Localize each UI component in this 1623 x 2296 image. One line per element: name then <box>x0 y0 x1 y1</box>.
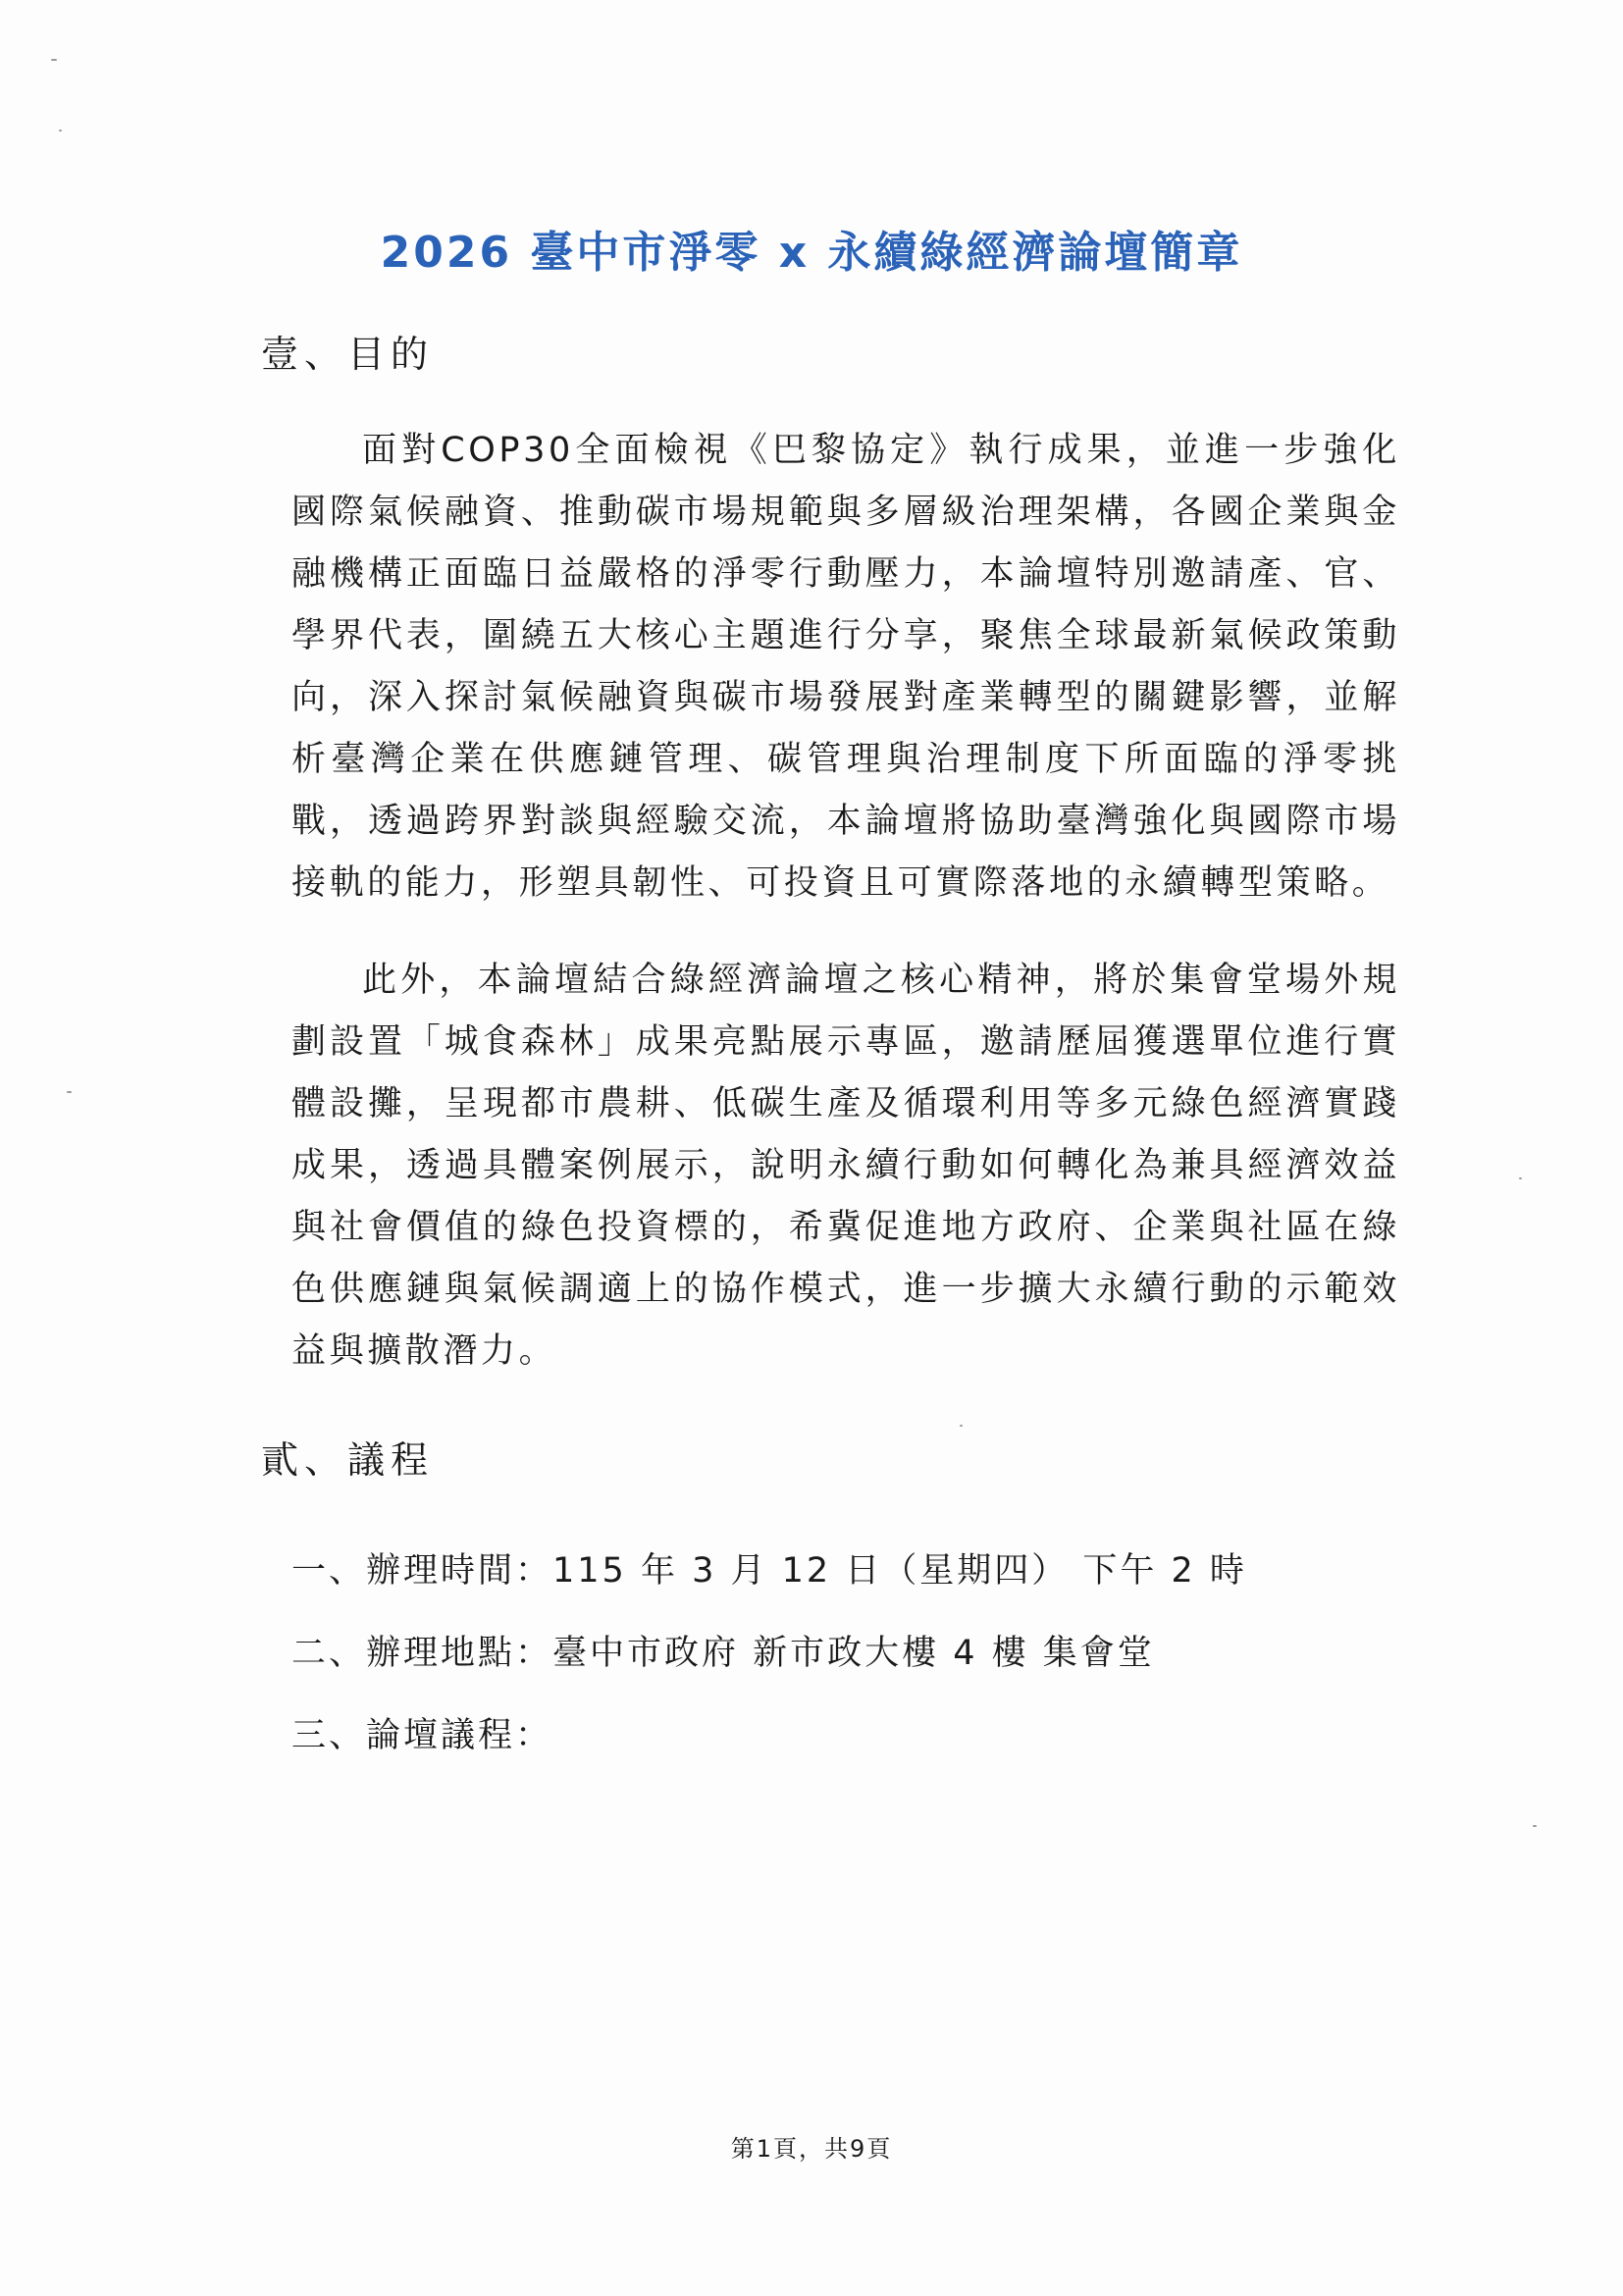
purpose-paragraph-1: 面對COP30全面檢視《巴黎協定》執行成果，並進一步強化國際氣候融資、推動碳市場規範與多層級治理架構，各國企業與金融機構正面臨日益嚴格的淨零行動壓力，本論壇特別邀請產、官、學界代表，圍繞五大核心主題進行分享，聚焦全球最新氣候政策動向，深入探討氣候融資與碳市場發展對產業轉型的關鍵影響，並解析臺灣企業在供應鏈管理、碳管理與治理制度下所面臨的淨零挑戰，透過跨界對談與經驗交流，本論壇將協助臺灣強化與國際市場接軌的能力，形塑具韌性、可投資且可實際落地的永續轉型策略。 <box>291 431 1400 903</box>
section-heading-agenda: 貳、議程 <box>261 1438 435 1482</box>
scan-speck <box>960 1425 963 1427</box>
scan-speck <box>51 59 57 61</box>
agenda-item-label: 三、論壇議程： <box>291 1716 553 1755</box>
page-number-footer: 第1頁，共9頁 <box>730 2135 893 2163</box>
agenda-item-time <box>291 1546 1247 1595</box>
section-heading-purpose: 壹、目的 <box>261 333 435 376</box>
scan-speck <box>59 130 62 131</box>
agenda-item-location <box>291 1629 1155 1678</box>
agenda-item-program <box>291 1711 552 1760</box>
scan-speck <box>1519 1177 1522 1179</box>
agenda-item-value: 115 年 3 月 12 日（星期四） 下午 2 時 <box>552 1551 1247 1591</box>
document-title: 2026 臺中市淨零 x 永續綠經濟論壇簡章 <box>380 228 1243 278</box>
purpose-paragraph-2: 此外，本論壇結合綠經濟論壇之核心精神，將於集會堂場外規劃設置「城食森林」成果亮點展示專區，邀請歷屆獲選單位進行實體設攤，呈現都市農耕、低碳生產及循環利用等多元綠色經濟實踐成果，透過具體案例展示，說明永續行動如何轉化為兼具經濟效益與社會價值的綠色投資標的，希冀促進地方政府、企業與社區在綠色供應鏈與氣候調適上的協作模式，進一步擴大永續行動的示範效益與擴散潛力。 <box>291 961 1400 1371</box>
scan-speck <box>67 1091 72 1093</box>
agenda-item-label: 一、辦理時間： <box>291 1551 553 1591</box>
agenda-item-label: 二、辦理地點： <box>291 1634 553 1673</box>
agenda-item-value: 臺中市政府 新市政大樓 4 樓 集會堂 <box>552 1634 1155 1673</box>
scan-speck <box>1533 1825 1537 1827</box>
